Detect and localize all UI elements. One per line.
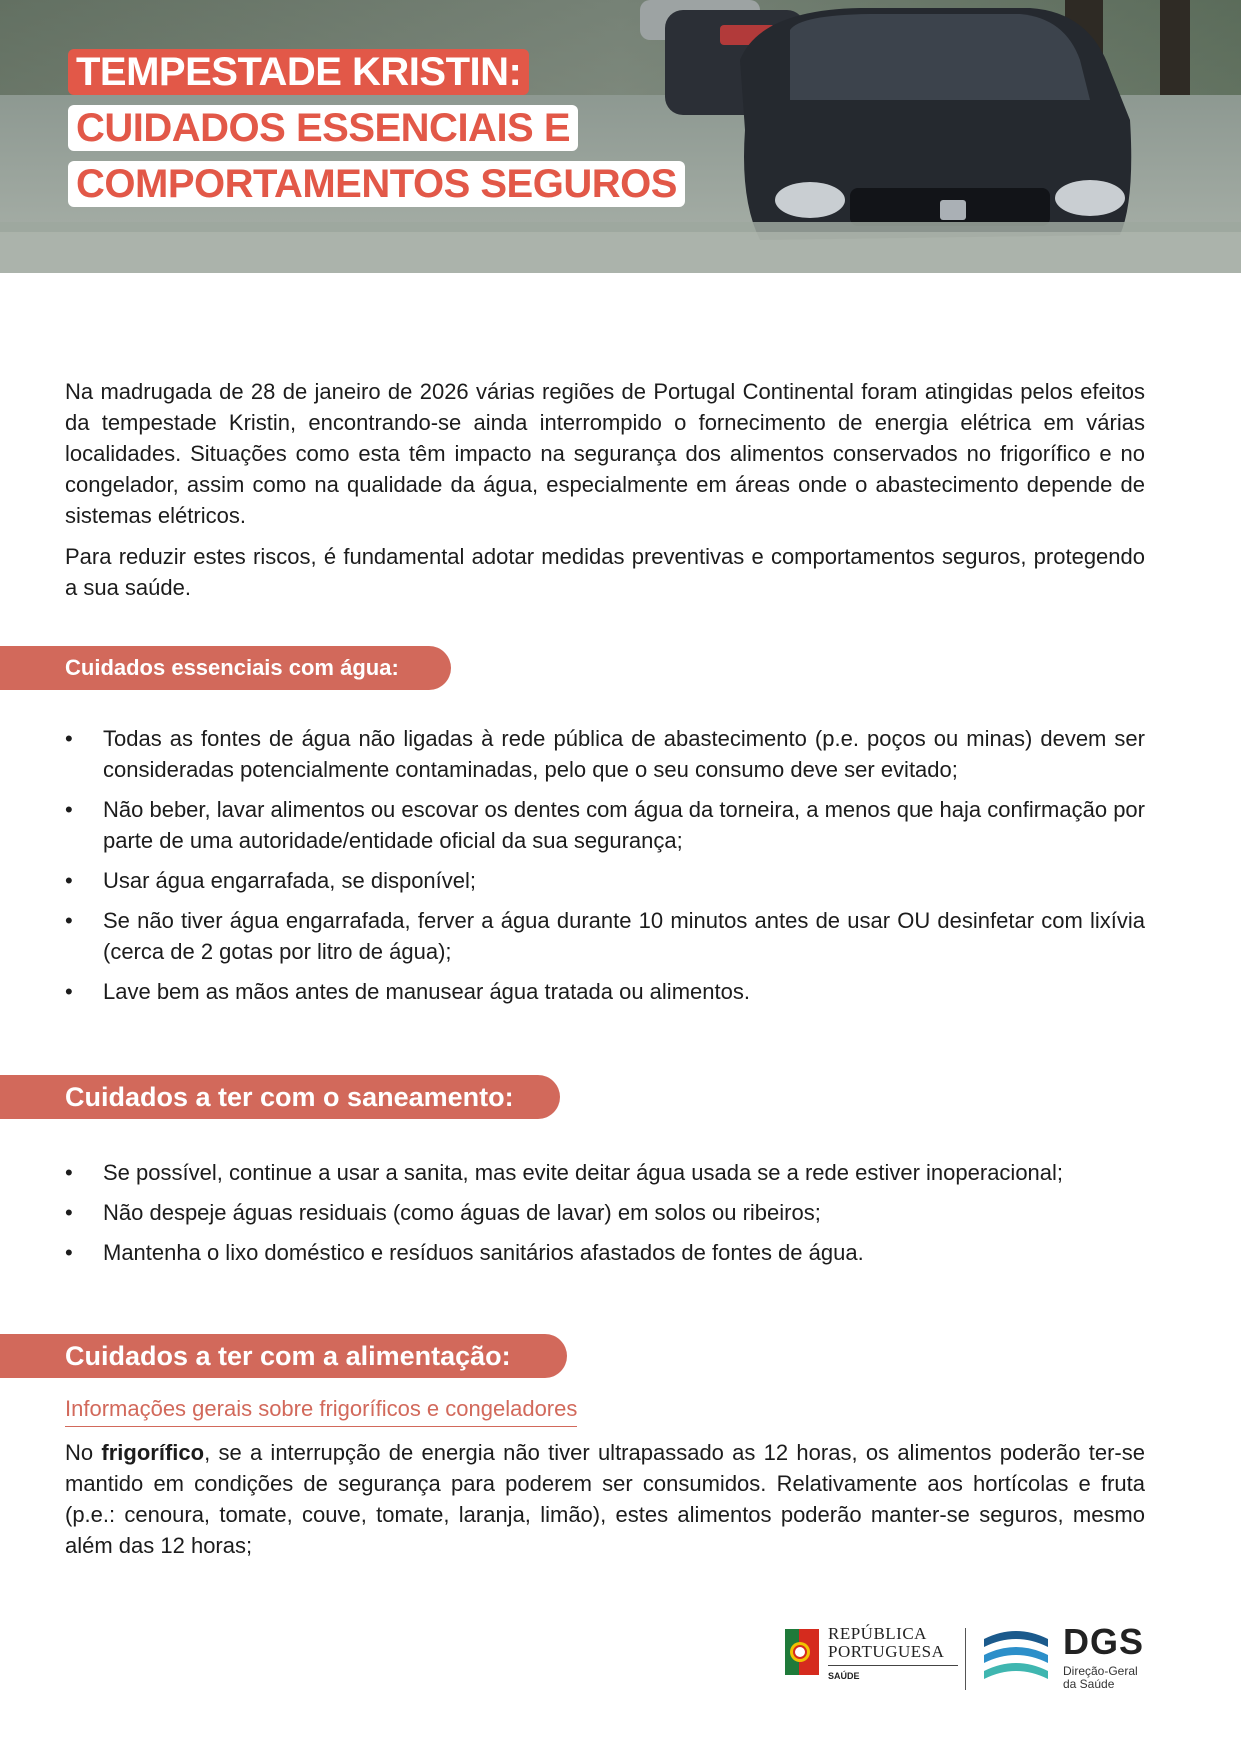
list-item: • Não beber, lavar alimentos ou escovar os dentes com água da torneira, a menos que haja confirmação por parte de uma autoridade/entidade oficial da sua segurança; [65,794,1145,856]
republica-portuguesa-logo [783,1625,963,1695]
republica-text: REPÚBLICA PORTUGUESA [828,1624,945,1661]
food-subheading: Informações gerais sobre frigoríficos e congeladores [65,1393,577,1427]
section-heading-food-label: Cuidados a ter com a alimentação: [65,1340,511,1371]
dgs-fullname: Direção-Geral da Saúde [1063,1664,1138,1691]
republica-divider [828,1665,958,1666]
list-item: • Todas as fontes de água não ligadas à rede pública de abastecimento (p.e. poços ou minas) devem ser consideradas potencialmente contaminadas, pelo que o seu consumo deve ser evitado; [65,723,1145,785]
list-item: • Lave bem as mãos antes de manusear água tratada ou alimentos. [65,976,1145,1007]
republica-ministry: SAÚDE [828,1671,860,1681]
bullet-icon: • [65,1240,73,1265]
bullet-icon: • [65,908,73,933]
title-line-1: TEMPESTADE KRISTIN: [68,49,529,95]
food-paragraph-bold: frigorífico [101,1440,205,1465]
section-heading-sanitation-label: Cuidados a ter com o saneamento: [65,1081,514,1112]
portugal-emblem-icon [783,1627,823,1679]
section-heading-water [0,646,451,690]
list-item: • Se não tiver água engarrafada, ferver a água durante 10 minutos antes de usar OU desinfetar com lixívia (cerca de 2 gotas por litro de água); [65,905,1145,967]
section-heading-sanitation [0,1075,560,1119]
bullet-icon: • [65,1200,73,1225]
dgs-waves-icon [980,1625,1052,1691]
section-heading-food [0,1334,567,1378]
dgs-abbreviation: DGS [1063,1621,1145,1662]
logo-separator [965,1628,966,1690]
list-item: • Se possível, continue a usar a sanita, mas evite deitar água usada se a rede estiver inoperacional; [65,1157,1145,1188]
intro-paragraph-2: Para reduzir estes riscos, é fundamental adotar medidas preventivas e comportamentos seguros, protegendo a sua saúde. [65,544,1145,600]
sanitation-list [65,1157,1145,1277]
bullet-icon: • [65,726,73,751]
intro-paragraph-1: Na madrugada de 28 de janeiro de 2026 várias regiões de Portugal Continental foram atingidas pelos efeitos da tempestade Kristin, encontrando-se ainda interrompido o fornecimento de energia elétrica em várias localidades. Situações como esta têm impacto na segurança dos alimentos conservados no frigorífico e no congelador, assim como na qualidade da água, especialmente em áreas onde o abastecimento depende de sistemas elétricos. [65,379,1145,528]
water-list [65,723,1145,1016]
title-line-3: COMPORTAMENTOS SEGUROS [68,161,685,207]
hero-image [0,0,1241,273]
bullet-icon: • [65,979,73,1004]
list-item: • Usar água engarrafada, se disponível; [65,865,1145,896]
bullet-icon: • [65,797,73,822]
dgs-logo [980,1621,1150,1695]
bullet-icon: • [65,1160,73,1185]
list-item: • Não despeje águas residuais (como águas de lavar) em solos ou ribeiros; [65,1197,1145,1228]
bullet-icon: • [65,868,73,893]
food-paragraph: No frigorífico, se a interrupção de energia não tiver ultrapassado as 12 horas, os alimentos poderão ter-se mantido em condições de segurança para poderem ser consumidos. Relativamente aos hortícolas e fruta (p.e.: cenoura, tomate, couve, tomate, laranja, limão), estes alimentos poderão manter-se seguros, mesmo além das 12 horas; [65,1440,1145,1558]
title-line-2: CUIDADOS ESSENCIAIS E [68,105,578,151]
section-heading-water-label: Cuidados essenciais com água: [65,655,399,680]
list-item: • Mantenha o lixo doméstico e resíduos sanitários afastados de fontes de água. [65,1237,1145,1268]
